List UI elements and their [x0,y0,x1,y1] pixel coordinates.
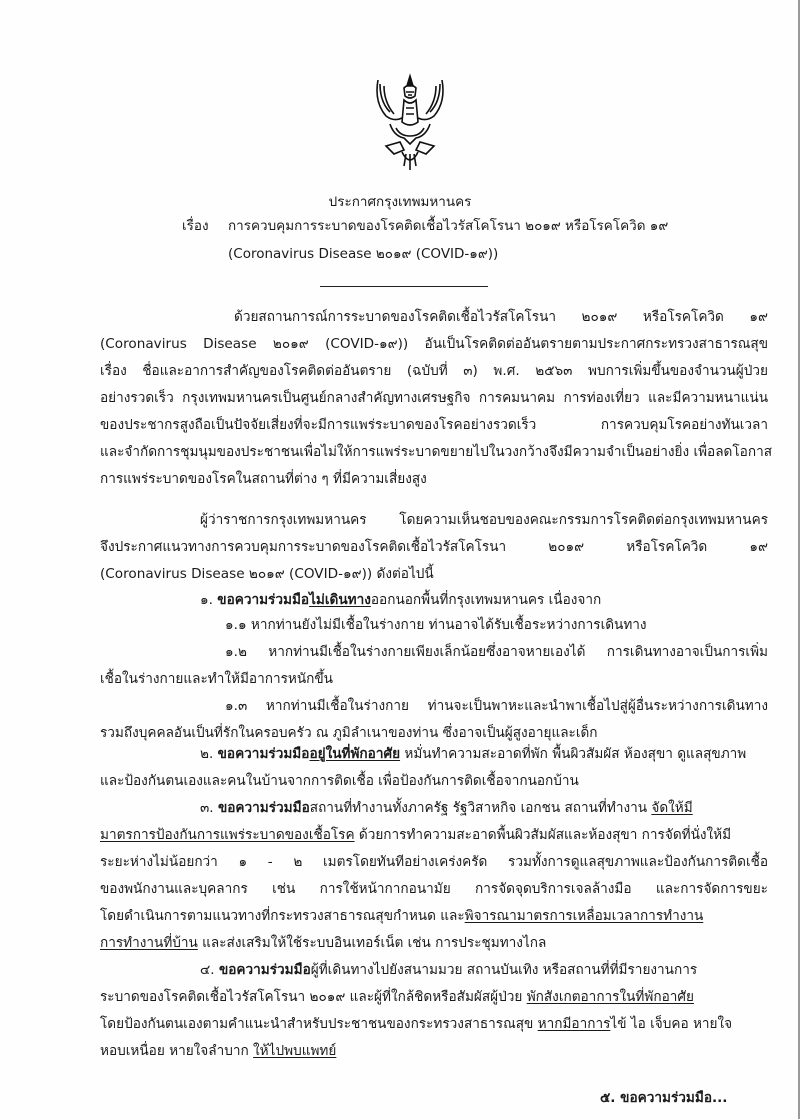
intro-line: การแพร่ระบาดของโรคในสถานที่ต่าง ๆ ที่มีความเสี่ยงสูง [100,471,427,487]
intro-line: ของประชากรสูงถือเป็นปัจจัยเสี่ยงที่จะมีการแพร่ระบาดของโรคอย่างรวดเร็ว การควบคุมโรคอย่างทันเวลา [100,417,768,433]
item-1-underlined: ไม่เดินทาง [309,592,371,608]
item-3-line6: การทำงานที่บ้าน และส่งเสริมให้ใช้ระบบอินเทอร์เน็ต เช่น การประชุมทางไกล [100,935,547,951]
item-4-line4: หอบเหนื่อย หายใจลำบาก ให้ไปพบแพทย์ [100,1043,337,1059]
intro-line: อย่างรวดเร็ว กรุงเทพมหานครเป็นศูนย์กลางสำคัญทางเศรษฐกิจ การคมนาคม การท่องเที่ยว และมีความหนาแน่น [100,390,768,406]
item-4-line2: ระบาดของโรคติดเชื้อไวรัสโคโรนา ๒๐๑๙ และผู้ที่ใกล้ชิดหรือสัมผัสผู้ป่วย พักสังเกตอาการในที่พักอาศัย [100,989,694,1005]
item-1-2-cont: เชื้อในร่างกายและทำให้มีอาการหนักขึ้น [100,671,333,687]
page-continuation: ๕. ขอความร่วมมือ... [600,1090,728,1106]
item-2-heading: ๒. ขอความร่วมมืออยู่ในที่พักอาศัย หมั่นทำความสะอาดที่พัก พื้นผิวสัมผัส ห้องสุขา ดูแลสุขภาพ [200,746,747,762]
intro-line: ด้วยสถานการณ์การระบาดของโรคติดเชื้อไวรัสโคโรนา ๒๐๑๙ หรือโรคโควิด ๑๙ [234,309,768,325]
governor-line: จึงประกาศแนวทางการควบคุมการระบาดของโรคติดเชื้อไวรัสโคโรนา ๒๐๑๙ หรือโรคโควิด ๑๙ [100,539,768,555]
item-2-cont: และป้องกันตนเองและคนในบ้านจากการติดเชื้อ เพื่อป้องกันการติดเชื้อจากนอกบ้าน [100,773,579,789]
intro-line: (Coronavirus Disease ๒๐๑๙ (COVID-๑๙)) อันเป็นโรคติดต่ออันตรายตามประกาศกระทรวงสาธารณสุข [100,336,768,352]
item-4-bold: ขอความร่วมมือ [218,962,311,978]
item-4-line1: ๔. ขอความร่วมมือผู้ที่เดินทางไปยังสนามมวย สถานบันเทิง หรือสถานที่ที่มีรายงานการ [200,962,698,978]
item-3-line2: มาตรการป้องกันการแพร่ระบาดของเชื้อโรค ด้วยการทำความสะอาดพื้นผิวสัมผัสและห้องสุขา การจัดที่นั่งให้มี [100,827,732,843]
item-1-1: ๑.๑ หากท่านยังไม่มีเชื้อในร่างกาย ท่านอาจได้รับเชื้อระหว่างการเดินทาง [225,617,647,633]
governor-line: (Coronavirus Disease ๒๐๑๙ (COVID-๑๙)) ดังต่อไปนี้ [100,566,434,582]
item-3-underlined: จัดให้มี [651,800,693,816]
intro-line: เรื่อง ชื่อและอาการสำคัญของโรคติดต่ออันตราย (ฉบับที่ ๓) พ.ศ. ๒๕๖๓ พบการเพิ่มขึ้นของจำนวนผู้ป่วย [100,363,768,379]
item-4-line3: โดยป้องกันตนเองตามคำแนะนำสำหรับประชาชนของกระทรวงสาธารณสุข หากมีอาการไข้ ไอ เจ็บคอ หายใจ [100,1016,733,1032]
item-3-bold: ขอความร่วมมือ [217,800,310,816]
garuda-emblem-icon [360,72,460,172]
item-3-line4: ของพนักงานและบุคลากร เช่น การใช้หน้ากากอนามัย การจัดจุดบริการเจลล้างมือ และการจัดการขยะ [100,881,768,897]
subject-label: เรื่อง [182,218,209,234]
item-1-bold: ขอความร่วมมือ [217,592,310,608]
item-3-heading: ๓. ขอความร่วมมือสถานที่ทำงานทั้งภาครัฐ รัฐวิสาหกิจ เอกชน สถานที่ทำงาน จัดให้มี [200,800,693,816]
item-1-3: ๑.๓ หากท่านมีเชื้อในร่างกาย ท่านจะเป็นพาหะและนำพาเชื้อไปสู่ผู้อื่นระหว่างการเดินทาง [225,698,768,714]
issuer-title: ประกาศกรุงเทพมหานคร [328,194,472,210]
subject-english: (Coronavirus Disease ๒๐๑๙ (COVID-๑๙)) [228,246,499,262]
item-2-underlined: อยู่ในที่พักอาศัย [309,746,401,762]
item-3-line5: โดยดำเนินการตามแนวทางที่กระทรวงสาธารณสุขกำหนด และพิจารณามาตรการเหลื่อมเวลาการทำงาน [100,908,704,924]
item-1-heading: ๑. ขอความร่วมมือไม่เดินทางออกนอกพื้นที่กรุงเทพมหานคร เนื่องจาก [200,592,602,608]
item-1-3-cont: รวมถึงบุคคลอันเป็นที่รักในครอบครัว ณ ภูมิลำเนาของท่าน ซึ่งอาจเป็นผู้สูงอายุและเด็ก [100,725,598,741]
item-1-2: ๑.๒ หากท่านมีเชื้อในร่างกายเพียงเล็กน้อยซึ่งอาจหายเองได้ การเดินทางอาจเป็นการเพิ่ม [225,644,768,660]
subject-line [182,214,668,236]
intro-line: และจำกัดการชุมนุมของประชาชนเพื่อไม่ให้การแพร่ระบาดขยายไปในวงกว้างจึงมีความจำเป็นอย่างยิ่ง เพื่อลดโอกาส [100,444,772,460]
item-3-line3: ระยะห่างไม่น้อยกว่า ๑ - ๒ เมตรโดยทันทีอย่างเคร่งครัด รวมทั้งการดูแลสุขภาพและป้องกันการติดเชื้อ [100,854,768,870]
subject-text: การควบคุมการระบาดของโรคติดเชื้อไวรัสโคโรนา ๒๐๑๙ หรือโรคโควิด ๑๙ [228,218,669,234]
governor-line: ผู้ว่าราชการกรุงเทพมหานคร โดยความเห็นชอบของคณะกรรมการโรคติดต่อกรุงเทพมหานคร [200,512,768,528]
header-divider [320,286,488,287]
item-2-bold: ขอความร่วมมือ [217,746,310,762]
